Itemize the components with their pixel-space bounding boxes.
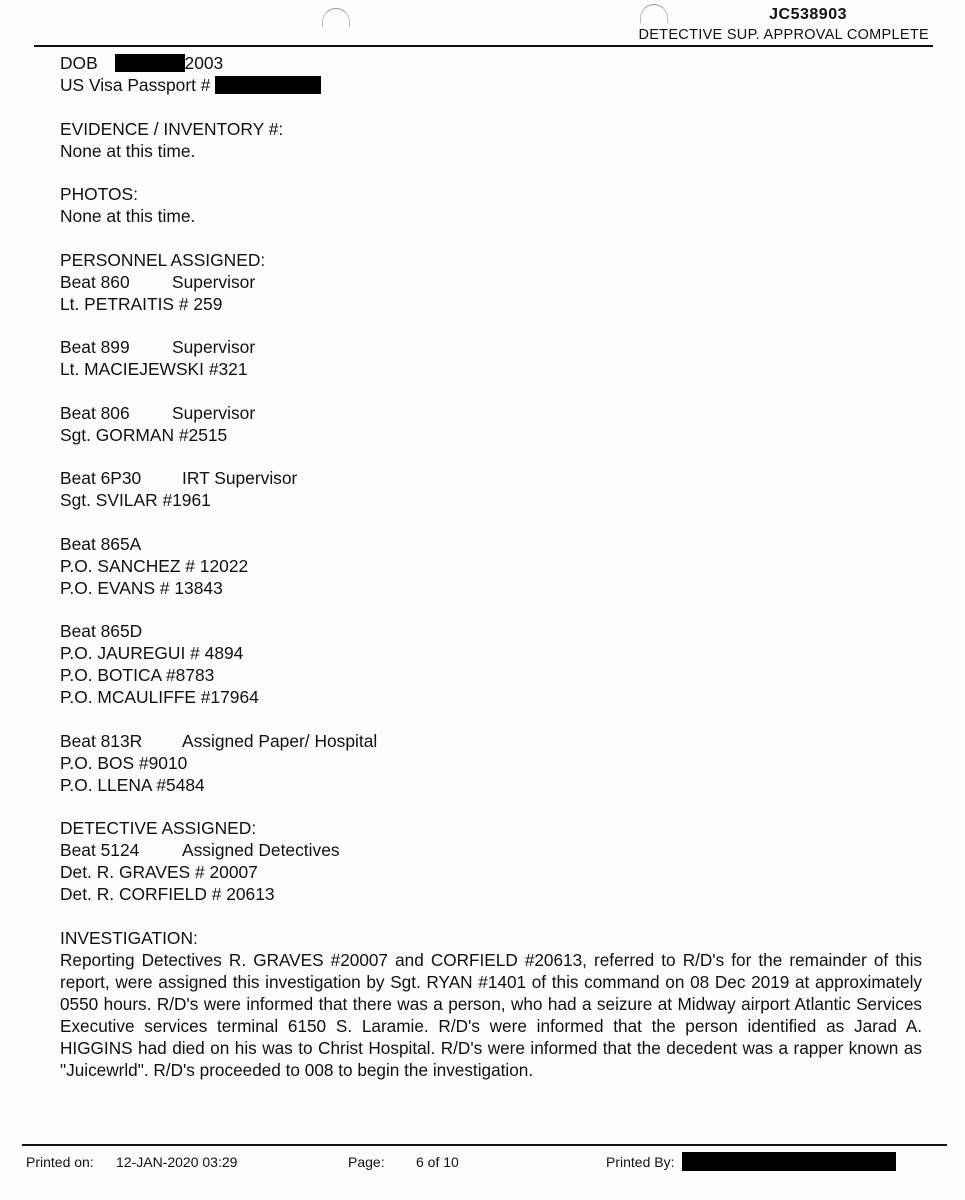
investigation-narrative: Reporting Detectives R. GRAVES #20007 and CORFIELD #20613, referred to R/D's for the remainder of this report, were assigned this investigation by Sgt. RYAN #1401 of this command on 08 Dec 2019 at approximately 0550 hours. R/D's were informed that there was a person, who had a seizure at Midway airport Atlantic Services Executive services terminal 6150 S. Laramie. R/D's were informed that the person identified as Jarad A. HIGGINS had died on his was to Christ Hospital. R/D's were informed that the decedent was a rapper known as "Juicewrld". R/D's proceeded to 008 to begin the investigation. — [60, 949, 922, 1080]
punch-hole-mark — [322, 8, 350, 27]
case-number: JC538903 — [769, 6, 847, 23]
beat-number: Beat 899 — [60, 337, 130, 357]
beat-number: Beat 860 — [60, 271, 130, 292]
punch-hole-mark — [640, 4, 668, 23]
page-label: Page: — [348, 1154, 385, 1170]
detective-heading: DETECTIVE ASSIGNED: — [60, 818, 257, 838]
beat-line — [60, 402, 922, 424]
header-divider — [34, 45, 933, 47]
beat-line — [60, 839, 922, 861]
beat-role: IRT Supervisor — [182, 468, 298, 488]
passport-line — [60, 74, 922, 96]
dob-label: DOB — [60, 53, 98, 73]
detective-line: Det. R. GRAVES # 20007 — [60, 862, 258, 882]
beat-number: Beat 813R — [60, 730, 143, 751]
report-body — [60, 52, 922, 1081]
redaction-box — [115, 54, 185, 72]
printed-on-value: 12-JAN-2020 03:29 — [116, 1154, 238, 1170]
printed-by-label: Printed By: — [606, 1154, 675, 1170]
beat-role: Assigned Paper/ Hospital — [182, 730, 378, 751]
officer-line: Lt. MACIEJEWSKI #321 — [60, 359, 248, 379]
beat-line — [60, 271, 922, 293]
beat-role: Supervisor — [172, 337, 256, 357]
personnel-heading: PERSONNEL ASSIGNED: — [60, 249, 266, 270]
beat-number: Beat 806 — [60, 402, 130, 423]
beat-line — [60, 730, 922, 752]
officer-line: P.O. JAUREGUI # 4894 — [60, 643, 244, 663]
photos-heading: PHOTOS: — [60, 184, 138, 204]
officer-line: Lt. PETRAITIS # 259 — [60, 293, 223, 314]
officer-line: Sgt. SVILAR #1961 — [60, 490, 211, 510]
beat-number: Beat 5124 — [60, 840, 140, 860]
evidence-text: None at this time. — [60, 140, 196, 161]
investigation-heading: INVESTIGATION: — [60, 927, 198, 948]
dob-line — [60, 52, 922, 74]
beat-number: Beat 6P30 — [60, 468, 142, 488]
officer-line: Sgt. GORMAN #2515 — [60, 424, 228, 445]
beat-line: Beat 865A — [60, 533, 142, 554]
footer-divider — [22, 1144, 947, 1146]
officer-line: P.O. BOTICA #8783 — [60, 665, 215, 685]
page-number: 6 of 10 — [416, 1154, 459, 1170]
beat-role: Supervisor — [172, 271, 256, 292]
officer-line: P.O. SANCHEZ # 12022 — [60, 555, 249, 576]
redaction-box — [215, 76, 321, 94]
officer-line: P.O. BOS #9010 — [60, 752, 188, 773]
evidence-heading: EVIDENCE / INVENTORY #: — [60, 118, 284, 139]
printed-on-label: Printed on: — [26, 1154, 94, 1170]
photos-text: None at this time. — [60, 206, 196, 226]
passport-label: US Visa Passport # — [60, 75, 211, 95]
approval-status: DETECTIVE SUP. APPROVAL COMPLETE — [638, 27, 929, 43]
officer-line: P.O. LLENA #5484 — [60, 774, 205, 795]
beat-line — [60, 336, 922, 358]
detective-line: Det. R. CORFIELD # 20613 — [60, 884, 275, 904]
officer-line: P.O. MCAULIFFE #17964 — [60, 687, 259, 707]
redaction-box — [682, 1152, 896, 1171]
beat-role: Assigned Detectives — [182, 840, 340, 860]
beat-line — [60, 467, 922, 489]
beat-line: Beat 865D — [60, 621, 143, 641]
beat-role: Supervisor — [172, 402, 256, 423]
officer-line: P.O. EVANS # 13843 — [60, 577, 223, 598]
dob-year: 2003 — [184, 53, 224, 73]
